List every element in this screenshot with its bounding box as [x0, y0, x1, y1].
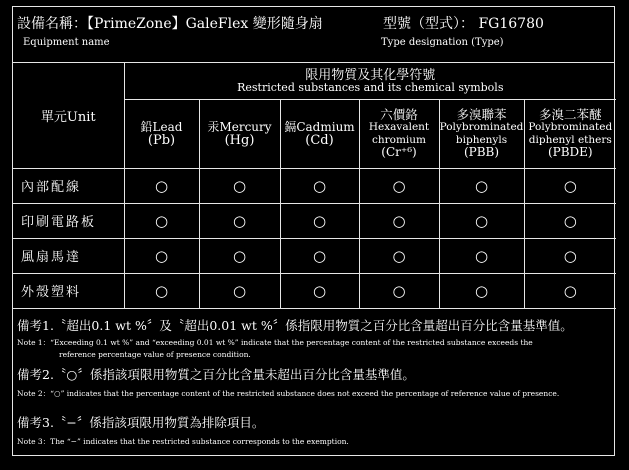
type-designation-zh: 型號（型式）： FG16780	[383, 16, 544, 32]
notes-section	[17, 312, 612, 447]
substance-header-pbb	[439, 99, 524, 168]
equipment-name-en: Equipment name	[23, 37, 110, 48]
table-cell: ○	[524, 273, 616, 308]
unit-label: 單元Unit	[40, 109, 96, 125]
table-cell: ○	[280, 203, 359, 238]
table-cell: ○	[359, 238, 439, 273]
table-cell: ○	[124, 238, 199, 273]
table-row	[13, 273, 616, 308]
note-2	[17, 365, 612, 399]
table-cell: ○	[124, 273, 199, 308]
note-en: Note 3：The “−” indicates that the restricted substance corresponds to the exemption.	[17, 437, 349, 446]
note-zh: 備考2.〝○〞係指該項限用物質之百分比含量未超出百分比含量基準值。	[17, 367, 415, 382]
table-cell: ○	[524, 238, 616, 273]
table-cell: ○	[359, 203, 439, 238]
note-1	[17, 316, 612, 359]
table-cell: ○	[124, 168, 199, 203]
note-en: Note 1：“Exceeding 0.1 wt %” and “exceeding 0.01 wt %” indicate that the percentage content of the restricted substance exceeds the	[17, 338, 533, 347]
substance-name: 六價鉻 Hexavalent chromium (Cr⁺⁶)	[368, 106, 430, 159]
table-cell: ○	[199, 273, 280, 308]
substance-table	[13, 63, 616, 309]
table-cell: ○	[124, 203, 199, 238]
table-cell: ○	[280, 238, 359, 273]
substance-name: 多溴聯苯 Polybrominated biphenyls (PBB)	[439, 106, 524, 159]
table-cell: ○	[524, 168, 616, 203]
header	[13, 7, 614, 63]
table-cell: ○	[439, 168, 524, 203]
unit-name: 風扇馬達	[13, 238, 124, 273]
unit-name: 印刷電路板	[13, 203, 124, 238]
substance-header-cadmium	[280, 99, 359, 168]
table-cell: ○	[524, 203, 616, 238]
equipment-name-zh: 設備名稱：【PrimeZone】GaleFlex 變形隨身扇	[17, 16, 323, 32]
table-cell: ○	[439, 273, 524, 308]
rohs-declaration-sheet	[12, 6, 615, 456]
table-cell: ○	[199, 168, 280, 203]
table-cell: ○	[280, 273, 359, 308]
table-cell: ○	[439, 238, 524, 273]
substance-header-pbde	[524, 99, 616, 168]
table-cell: ○	[280, 168, 359, 203]
table-cell: ○	[359, 273, 439, 308]
note-3	[17, 413, 612, 447]
table-cell: ○	[199, 203, 280, 238]
note-en: Note 2：“○” indicates that the percentage content of the restricted substance does not exceed the percentage of reference value of presence.	[17, 389, 560, 398]
unit-name: 內部配線	[13, 168, 124, 203]
table-row	[13, 168, 616, 203]
table-cell: ○	[439, 203, 524, 238]
substance-name: 多溴二苯醚 Polybrominated diphenyl ethers (PBDE)	[528, 106, 613, 159]
table-row	[13, 238, 616, 273]
substance-name: 鉛Lead (Pb)	[140, 119, 183, 148]
substance-header-mercury	[199, 99, 280, 168]
table-row	[13, 203, 616, 238]
table-cell: ○	[359, 168, 439, 203]
restricted-title-en: Restricted substances and its chemical symbols	[237, 80, 504, 94]
restricted-header	[124, 63, 616, 99]
unit-header	[13, 63, 124, 168]
substance-name: 鎘Cadmium (Cd)	[284, 119, 355, 148]
restricted-title-zh: 限用物質及其化學符號	[305, 67, 436, 83]
substance-header-hexavalent-chromium	[359, 99, 439, 168]
unit-name: 外殼塑料	[13, 273, 124, 308]
table-cell: ○	[199, 238, 280, 273]
substance-header-lead	[124, 99, 199, 168]
note-zh: 備考3.〝−〞係指該項限用物質為排除項目。	[17, 415, 265, 430]
substance-name: 汞Mercury (Hg)	[207, 119, 272, 148]
note-zh: 備考1.〝超出0.1 wt %〞及〝超出0.01 wt %〞係指限用物質之百分比含量超出百分比含量基準值。	[17, 318, 573, 333]
type-designation-en: Type designation (Type)	[381, 37, 504, 48]
note-en-continued: reference percentage value of presence condition.	[59, 350, 251, 359]
